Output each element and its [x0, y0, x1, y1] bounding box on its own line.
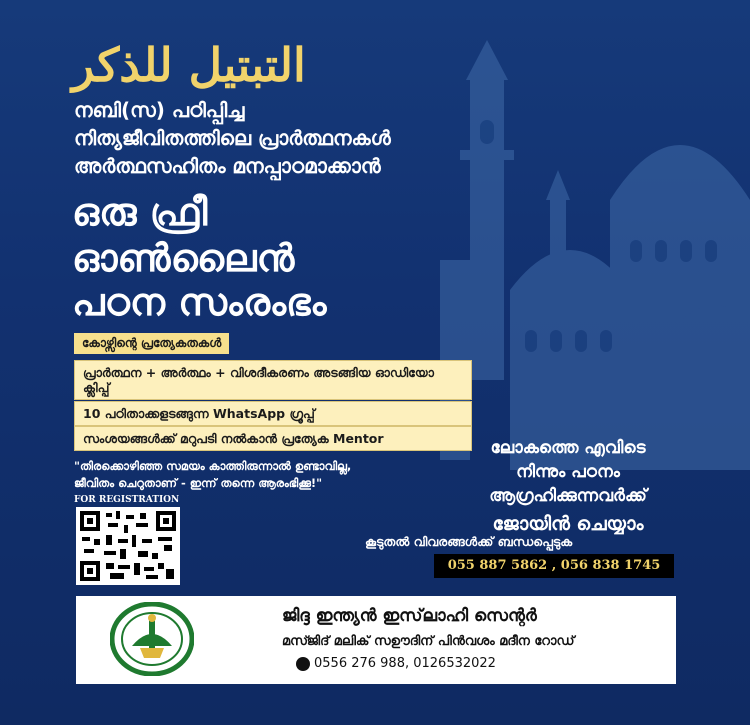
organization-address: മസ്ജിദ് മലിക് സഊദിന് പിൻവശം മദീന റോഡ്: [282, 634, 575, 649]
headline-line-1: ഒരു ഫ്രീ: [72, 190, 208, 234]
feature-item-whatsapp: 10 പഠിതാക്കളടങ്ങുന്ന WhatsApp ഗ്രൂപ്പ്: [74, 401, 472, 426]
organization-phones[interactable]: 0556 276 988, 0126532022: [314, 656, 496, 671]
whatsapp-icon: [296, 657, 310, 671]
join-line-3: ആഗ്രഹിക്കുന്നവർക്ക്: [489, 486, 647, 506]
mosque-illustration: [430, 30, 750, 470]
organization-logo: [110, 602, 194, 676]
feature-item-mentor: സംശയങ്ങൾക്ക് മറുപടി നൽകാൻ പ്രത്യേക Mentor: [74, 426, 472, 451]
quote-line-1: "തിരക്കൊഴിഞ്ഞ സമയം കാത്തിരുന്നാൽ ഉണ്ടാവില്ല,: [74, 459, 352, 473]
headline-line-2: ഓൺലൈൻ: [72, 236, 295, 280]
subtitle-line-2: നിത്യജീവിതത്തിലെ പ്രാർത്ഥനകൾ: [74, 126, 391, 150]
join-message: [448, 436, 688, 536]
arabic-title: التبتيل للذكر: [72, 38, 306, 92]
qr-code[interactable]: [76, 507, 180, 585]
contact-label: കൂടുതൽ വിവരങ്ങൾക്ക് ബന്ധപ്പെടുക: [365, 534, 573, 549]
join-line-2: നിന്നും പഠനം: [516, 462, 620, 482]
headline-line-3: പഠന സംരംഭം: [72, 280, 327, 324]
organization-name: ജിദ്ദ ഇന്ത്യൻ ഇസ്‌ലാഹി സെന്റർ: [282, 606, 537, 626]
quote: [74, 458, 454, 492]
subtitle-line-3: അർത്ഥസഹിതം മനപ്പാഠമാക്കാൻ: [74, 154, 381, 178]
subtitle-line-1: നബി(സ) പഠിപ്പിച്ച: [74, 98, 245, 122]
join-line-1: ലോകത്തെ എവിടെ: [490, 438, 646, 458]
quote-line-2: ജീവിതം ചെറുതാണ് - ഇന്ന് തന്നെ ആരംഭിക്കൂ!": [74, 476, 323, 490]
contact-phones[interactable]: 055 887 5862 , 056 838 1745: [434, 554, 674, 578]
registration-label: FOR REGISTRATION: [74, 495, 180, 505]
features-heading: കോഴ്സിന്റെ പ്രത്യേകതകൾ: [74, 333, 229, 354]
qr-code-graphic: [80, 511, 176, 581]
feature-item-audio: പ്രാർത്ഥന + അർത്ഥം + വിശദീകരണം അടങ്ങിയ ഓഡിയോ ക്ലിപ്പ്: [74, 360, 472, 400]
join-line-4: ജോയിൻ ചെയ്യാം: [492, 513, 644, 535]
organization-footer: [76, 596, 676, 684]
